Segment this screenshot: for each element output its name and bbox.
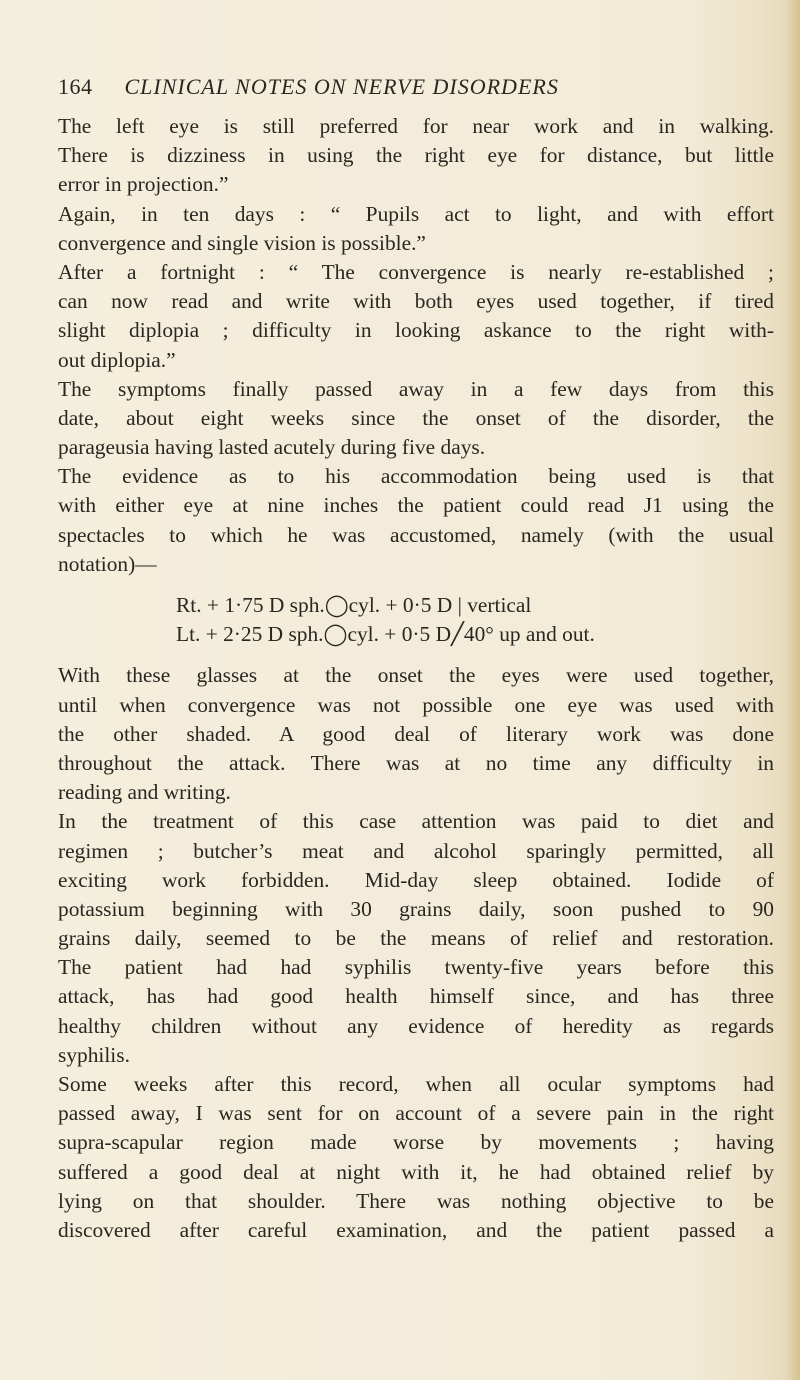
text-line: The left eye is still preferred for near work and in walking. [58, 114, 774, 138]
text-line: spectacles to which he was accustomed, namely (with the usual [58, 522, 774, 547]
text-line: The symptoms finally passed away in a few days from this [58, 376, 774, 401]
page-edge-shadow [786, 0, 800, 1380]
text-line: error in projection.” [58, 172, 229, 197]
spacer [58, 579, 774, 591]
prescription-right-eye: Rt. + 1·75 D sph.◯cyl. + 0·5 D | vertical [176, 593, 532, 617]
text-line: passed away, I was sent for on account of a severe pain in the right [58, 1101, 774, 1126]
running-header [58, 70, 758, 104]
text-line: The evidence as to his accommodation being used is that [58, 464, 774, 489]
text-line: notation)— [58, 551, 157, 576]
text-line: Again, in ten days : “ Pupils act to light, and with effort [58, 201, 774, 226]
text-line: regimen ; butcher’s meat and alcohol sparingly permitted, all [58, 838, 774, 863]
text-line: slight diplopia ; difficulty in looking askance to the right with- [58, 318, 774, 343]
text-line: lying on that shoulder. There was nothing objective to be [58, 1188, 774, 1213]
text-line: Some weeks after this record, when all ocular symptoms had [58, 1072, 774, 1096]
running-title: CLINICAL NOTES ON NERVE DISORDERS [124, 74, 559, 99]
text-line: convergence and single vision is possible.” [58, 230, 426, 255]
text-line: parageusia having lasted acutely during five days. [58, 435, 486, 460]
text-line: with either eye at nine inches the patient could read J1 using the [58, 493, 774, 518]
prescription-left-eye: Lt. + 2·25 D sph.◯cyl. + 0·5 D╱40° up and out. [176, 622, 595, 647]
text-line: There is dizziness in using the right eye for distance, but little [58, 143, 774, 168]
text-line: The patient had had syphilis twenty-five years before this [58, 955, 774, 980]
text-line: supra-scapular region made worse by movements ; having [58, 1130, 774, 1155]
text-line: healthy children without any evidence of heredity as regards [58, 1013, 774, 1038]
text-line: can now read and write with both eyes used together, if tired [58, 289, 774, 314]
text-line: date, about eight weeks since the onset of the disorder, the [58, 405, 774, 430]
text-line: potassium beginning with 30 grains daily, soon pushed to 90 [58, 896, 774, 921]
text-line: until when convergence was not possible one eye was used with [58, 692, 774, 717]
page-number: 164 [58, 74, 93, 99]
text-line: With these glasses at the onset the eyes were used together, [58, 663, 774, 688]
text-line: reading and writing. [58, 780, 231, 805]
text-line: the other shaded. A good deal of literary work was done [58, 721, 774, 746]
text-line: discovered after careful examination, and the patient passed a [58, 1217, 774, 1242]
text-line: suffered a good deal at night with it, he had obtained relief by [58, 1159, 774, 1184]
spacer [58, 649, 774, 661]
text-line: attack, has had good health himself since, and has three [58, 984, 774, 1009]
text-line: throughout the attack. There was at no time any difficulty in [58, 750, 774, 775]
text-line: In the treatment of this case attention was paid to diet and [58, 809, 774, 834]
text-line: out diplopia.” [58, 347, 176, 372]
text-line: After a fortnight : “ The convergence is nearly re-established ; [58, 259, 774, 284]
text-line: exciting work forbidden. Mid-day sleep obtained. Iodide of [58, 867, 774, 892]
text-line: grains daily, seemed to be the means of relief and restoration. [58, 926, 774, 951]
text-line: syphilis. [58, 1042, 130, 1067]
body-text [58, 112, 774, 1245]
